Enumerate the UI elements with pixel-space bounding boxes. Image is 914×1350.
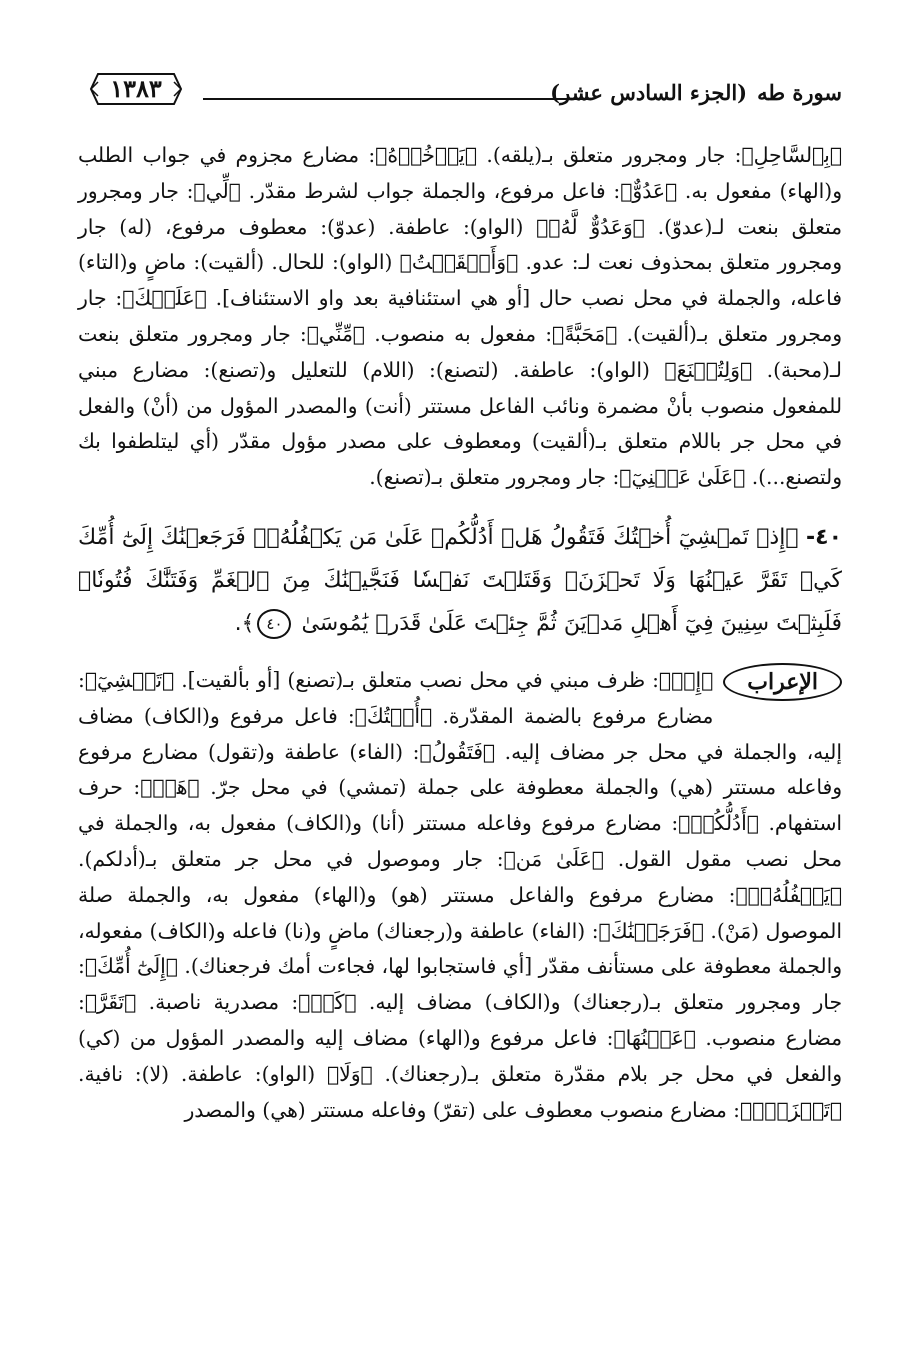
irab-text: ﴿إِذۡ﴾: ظرف مبني في محل نصب متعلق بـ(تصنع) [أو بألقيت]. ﴿تَمۡشِيٓ﴾: مضارع مرفوع بالضمة المقدّرة. ﴿أُخۡتُكَ﴾: فاعل مرفوع و(الكاف) مضاف إليه، والجملة في محل جر مضاف إليه. ﴿فَتَقُولُ﴾: (الفاء) عاطفة و(تقول) مضارع مرفوع وفاعله مستتر (هي) والجملة معطوفة على جملة (تمشي) في محل جرّ. ﴿هَلۡ﴾: حرف استفهام. ﴿أَدُلُّكُمۡ﴾: مضارع مرفوع وفاعله مستتر (أنا) و(الكاف) مفعول به، والجملة في محل نصب مقول القول. ﴿عَلَىٰ مَن﴾: جار وموصول في محل جر متعلق بـ(أدلكم). ﴿يَكۡفُلُهُۥۖ﴾: مضارع مرفوع والفاعل مستتر (هو) و(الهاء) مفعول به، والجملة صلة الموصول (مَنْ). ﴿فَرَجَعۡنَٰكَ﴾: (الفاء) عاطفة و(رجعناك) ماضٍ و(نا) فاعله و(الكاف) مفعوله، والجملة معطوفة على مستأنف مقدّر [أي فاستجابوا لها، فجاءت أمك فرجعناك). ﴿إِلَىٰٓ أُمِّكَ﴾: جار ومجرور متعلق بـ(رجعناك) و(الكاف) مضاف إليه. ﴿كَيۡ﴾: مصدرية ناصبة. ﴿تَقَرَّ﴾: مضارع منصوب. ﴿عَيۡنُهَا﴾: فاعل مرفوع و(الهاء) مضاف إليه والمصدر المؤول من (كي) والفعل في محل جر بلام مقدّرة متعلق بـ(رجعناك). ﴿وَلَا﴾ (الواو): عاطفة. (لا): نافية. ﴿تَحۡزَنَۚ﴾: مضارع منصوب معطوف على (تقرّ) وفاعله مستتر (هي) والمصدر (78, 667, 842, 1122)
header-rule (203, 98, 590, 100)
verse-close: ﴾. (234, 610, 255, 636)
running-head (550, 80, 842, 105)
juz-title: (الجزء السادس عشر) (550, 80, 748, 105)
irab-label: الإعراب (723, 663, 842, 701)
commentary-paragraph (78, 138, 842, 496)
verse-number: ٤٠- (806, 524, 843, 550)
verse-text: ﴿إِذۡ تَمۡشِيٓ أُخۡتُكَ فَتَقُولُ هَلۡ أَدُلُّكُمۡ عَلَىٰ مَن يَكۡفُلُهُۥۖ فَرَجَعۡنَٰكَ إِلَىٰٓ أُمِّكَ كَيۡ تَقَرَّ عَيۡنُهَا وَلَا تَحۡزَنَۚ وَقَتَلۡتَ نَفۡسٗا فَنَجَّيۡنَٰكَ مِنَ ٱلۡغَمِّ وَفَتَنَّٰكَ فُتُونٗاۚ فَلَبِثۡتَ سِنِينَ فِيٓ أَهۡلِ مَدۡيَنَ ثُمَّ جِئۡتَ عَلَىٰ قَدَرٖ يَٰمُوسَىٰ (78, 524, 842, 636)
page-number-frame (88, 70, 184, 108)
irab-section (78, 663, 842, 1128)
quran-verse (78, 516, 842, 645)
surah-title: سورة طه (757, 80, 842, 105)
document-page (78, 62, 842, 1332)
paragraph-text: ﴿بِٱلسَّاحِلِ﴾: جار ومجرور متعلق بـ(يلقه). ﴿يَأۡخُذۡهُ﴾: مضارع مجزوم في جواب الطلب و(الهاء) مفعول به. ﴿عَدُوٌّ﴾: فاعل مرفوع، والجملة جواب لشرط مقدّر. ﴿لِّي﴾: جار ومجرور متعلق بنعت لـ(عدوّ). ﴿وَعَدُوٌّ لَّهُۥ﴾ (الواو): عاطفة. (عدوّ): معطوف مرفوع، (له) جار ومجرور متعلق بمحذوف نعت لـ: عدو. ﴿وَأَلۡقَيۡتُ﴾ (الواو): للحال. (ألقيت): ماضٍ و(التاء) فاعله، والجملة في محل نصب حال [أو هي استئنافية بعد واو الاستئناف]. ﴿عَلَيۡكَ﴾: جار ومجرور متعلق بـ(ألقيت). ﴿مَحَبَّةً﴾: مفعول به منصوب. ﴿مِّنِّي﴾: جار ومجرور متعلق بنعت لـ(محبة). ﴿وَلِتُصۡنَعَ﴾ (الواو): عاطفة. (لتصنع): (اللام) للتعليل و(تصنع): مضارع مبني للمفعول منصوب بأنْ مضمرة ونائب الفاعل مستتر (أنت) والمصدر المؤول من (أنْ) والفعل في محل جر باللام متعلق بـ(ألقيت) ومعطوف على مصدر مؤول مقدّر (أي ليتلطفوا بك ولتصنع...). ﴿عَلَىٰ عَيۡنِيٓ﴾: جار ومجرور متعلق بـ(تصنع). (78, 143, 842, 490)
page-header (78, 62, 842, 110)
page-number: ١٣٨٣ (110, 74, 162, 103)
ayah-end-marker: ٤٠ (257, 609, 291, 639)
